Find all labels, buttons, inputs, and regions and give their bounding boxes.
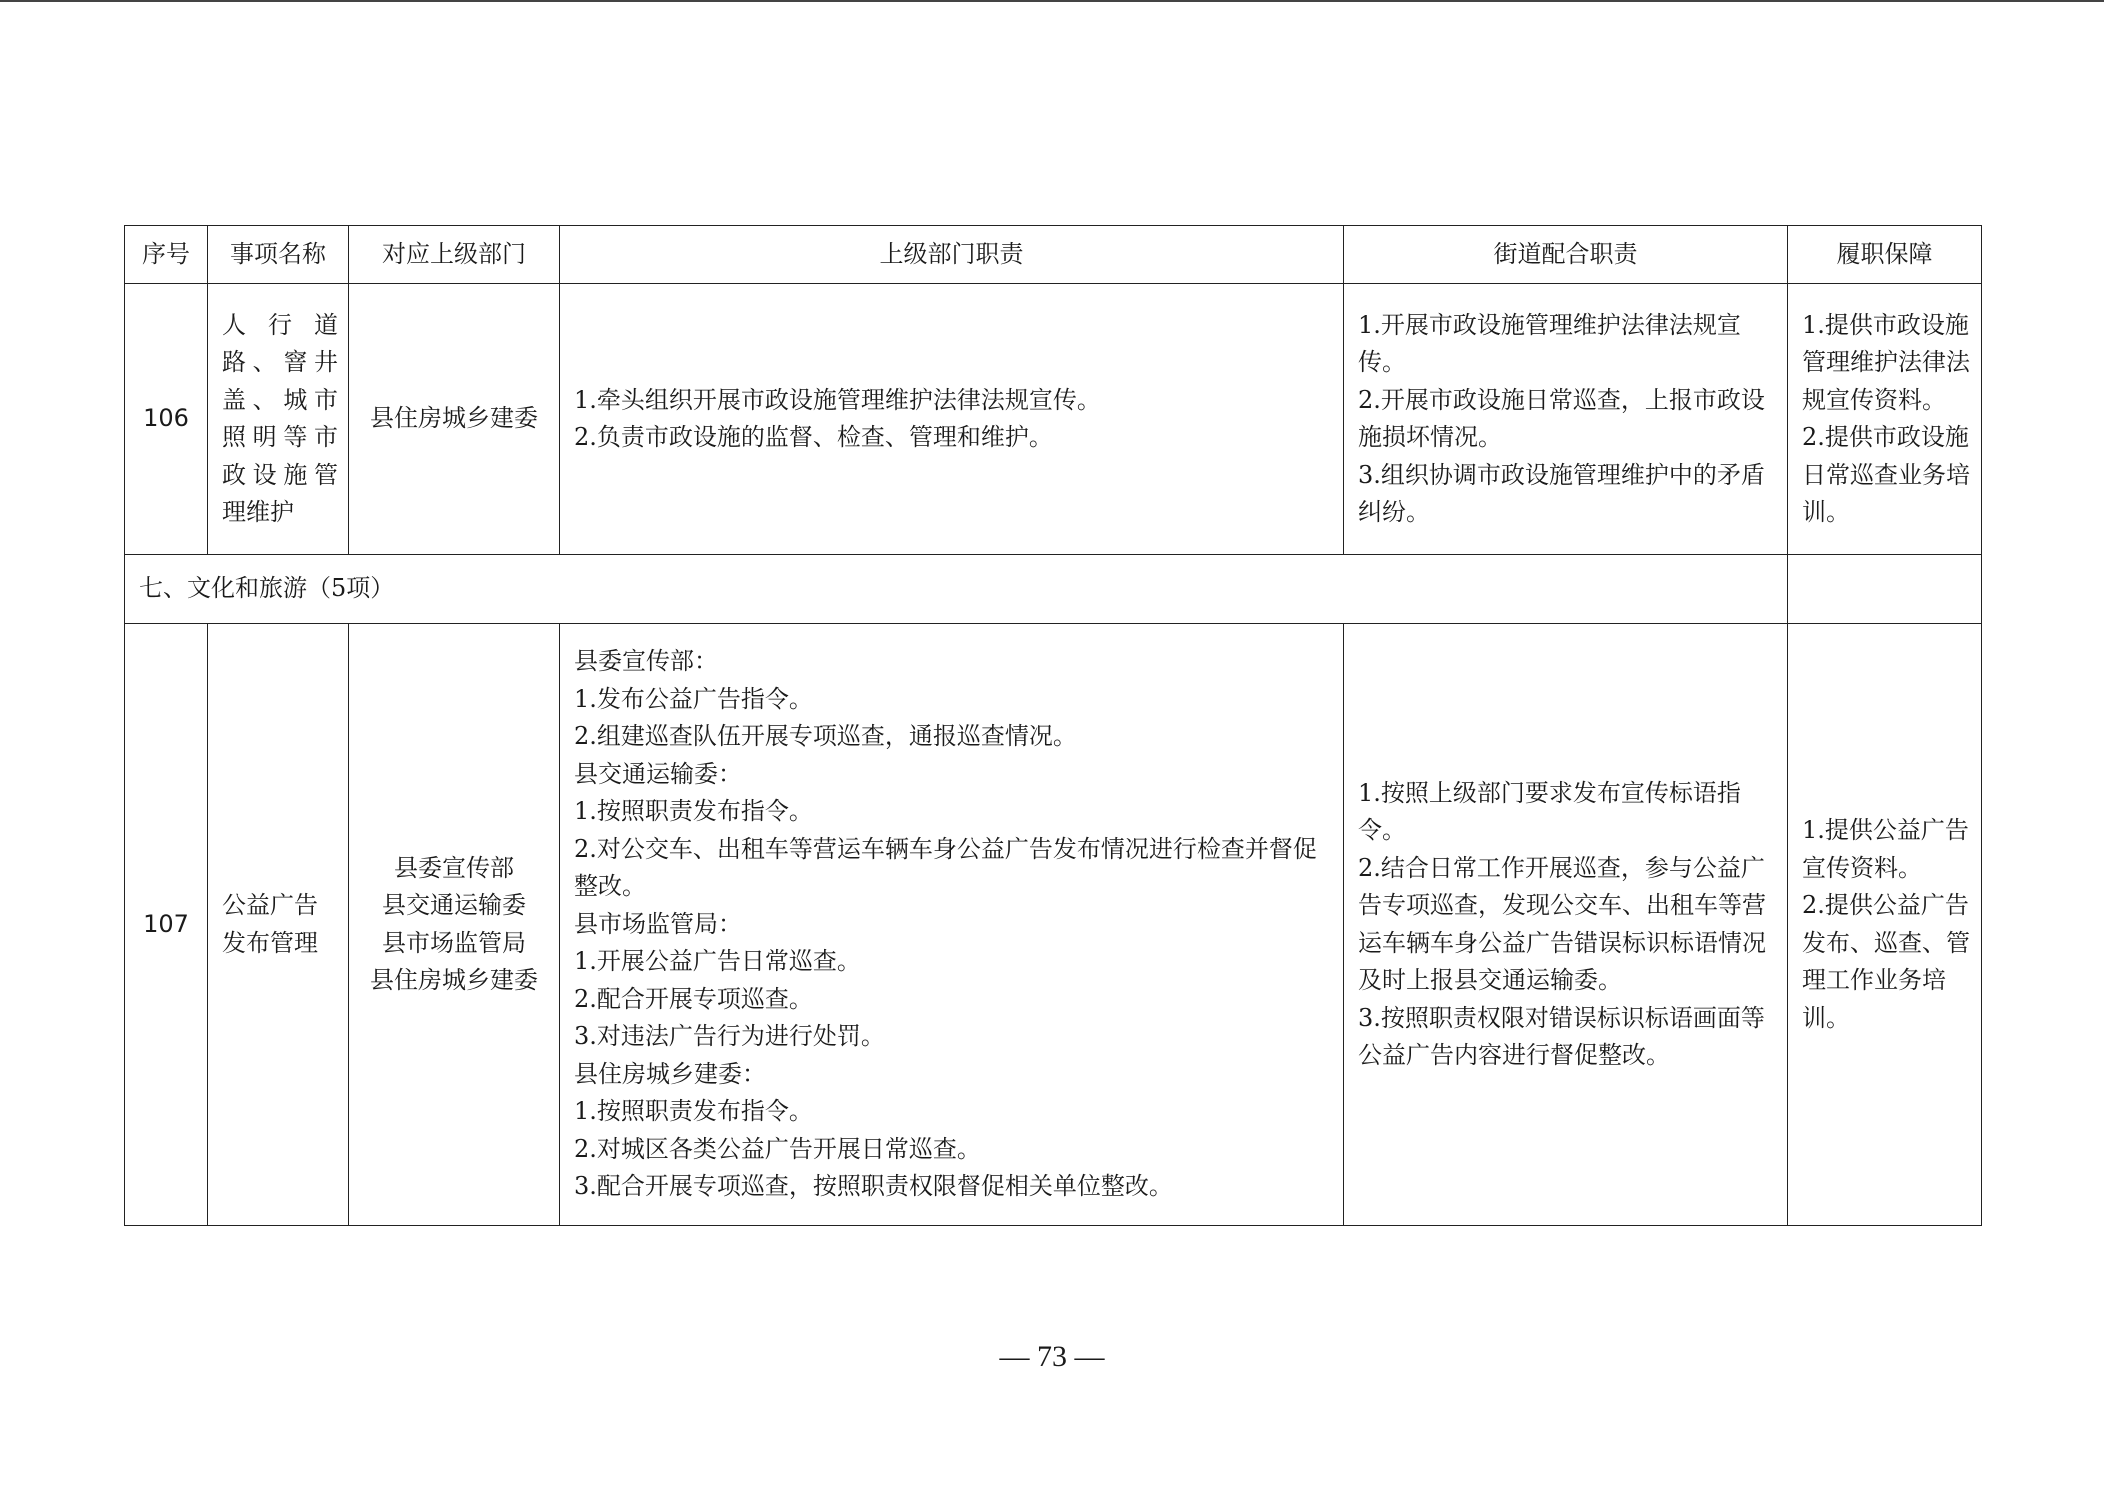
- row107-street-duty: [1344, 624, 1788, 1226]
- duty-line: 县市场监管局：: [574, 909, 742, 938]
- duty-line: 1.发布公益广告指令。: [574, 684, 813, 713]
- duty-line: 1.按照职责发布指令。: [574, 1097, 813, 1126]
- header-guarantee: 履职保障: [1788, 226, 1982, 284]
- row106-guarantee: [1788, 284, 1982, 555]
- top-border-line: [0, 0, 2104, 2]
- duty-line: 3.配合开展专项巡查，按照职责权限督促相关单位整改。: [574, 1172, 1173, 1201]
- header-row: [125, 226, 1982, 284]
- duty-line: 3.对违法广告行为进行处罚。: [574, 1022, 885, 1051]
- dept-line: 县交通运输委: [382, 891, 526, 919]
- row107-name-line: 发布管理: [222, 928, 318, 957]
- street-line: 1.按照上级部门要求发布宣传标语指令。: [1358, 778, 1741, 844]
- dept-line: 县市场监管局: [382, 928, 526, 957]
- duty-line: 2.对城区各类公益广告开展日常巡查。: [574, 1134, 981, 1163]
- responsibility-table: [124, 225, 1982, 1226]
- row106-name-line: 路、窨井: [222, 348, 338, 376]
- row106-superior-duty: [560, 284, 1344, 555]
- duty-line: 2.负责市政设施的监督、检查、管理和维护。: [574, 423, 1053, 451]
- duty-line: 1.开展公益广告日常巡查。: [574, 947, 861, 976]
- row107-item-name: [208, 624, 349, 1226]
- table-row-106: [125, 284, 1982, 555]
- row106-street-duty: [1344, 284, 1788, 555]
- duty-line: 2.配合开展专项巡查。: [574, 984, 813, 1013]
- street-line: 3.按照职责权限对错误标识标语画面等公益广告内容进行督促整改。: [1358, 1003, 1765, 1069]
- row106-seq: 106: [125, 284, 208, 555]
- duty-line: 2.组建巡查队伍开展专项巡查，通报巡查情况。: [574, 722, 1077, 751]
- row106-item-name: [208, 284, 349, 555]
- guarantee-line: 1.提供公益广告宣传资料。: [1802, 816, 1969, 882]
- row106-name-line: 盖、城市: [222, 385, 338, 414]
- street-line: 3.组织协调市政设施管理维护中的矛盾纠纷。: [1358, 460, 1765, 526]
- street-line: 1.开展市政设施管理维护法律法规宣传。: [1358, 310, 1741, 376]
- street-line: 2.结合日常工作开展巡查，参与公益广告专项巡查，发现公交车、出租车等营运车辆车身公益广告错误标识标语情况及时上报县交通运输委。: [1358, 853, 1766, 994]
- table-row-107: [125, 624, 1982, 1226]
- row106-name-line: 理维护: [222, 498, 294, 526]
- duty-line: 1.牵头组织开展市政设施管理维护法律法规宣传。: [574, 385, 1101, 414]
- row106-superior-dept: 县住房城乡建委: [349, 284, 560, 555]
- duty-line: 2.对公交车、出租车等营运车辆车身公益广告发布情况进行检查并督促整改。: [574, 834, 1317, 901]
- section-title: 七、文化和旅游（5项）: [125, 555, 1788, 624]
- row106-name-line: 照明等市: [222, 423, 338, 451]
- header-street-duty: 街道配合职责: [1344, 226, 1788, 284]
- dept-line: 县委宣传部: [394, 853, 514, 882]
- row107-seq: 107: [125, 624, 208, 1226]
- section-empty-cell: [1788, 555, 1982, 624]
- row107-superior-duty: [560, 624, 1344, 1226]
- guarantee-line: 2.提供市政设施日常巡查业务培训。: [1802, 423, 1970, 526]
- section-row: [125, 555, 1982, 624]
- row106-name-line: 政设施管: [222, 460, 338, 489]
- row107-name-line: 公益广告: [222, 891, 318, 919]
- page-number: — 73 —: [999, 1340, 1105, 1373]
- duty-line: 县住房城乡建委：: [574, 1059, 766, 1088]
- row107-superior-dept: [349, 624, 560, 1226]
- guarantee-line: 2.提供公益广告发布、巡查、管理工作业务培训。: [1802, 891, 1970, 1032]
- row107-guarantee: [1788, 624, 1982, 1226]
- header-seq: 序号: [125, 226, 208, 284]
- row106-name-line: 人 行 道: [222, 310, 338, 339]
- street-line: 2.开展市政设施日常巡查，上报市政设施损坏情况。: [1358, 385, 1765, 451]
- duty-line: 1.按照职责发布指令。: [574, 797, 813, 826]
- guarantee-line: 1.提供市政设施管理维护法律法规宣传资料。: [1802, 310, 1970, 414]
- header-superior-duty: 上级部门职责: [560, 226, 1344, 284]
- header-item-name: 事项名称: [208, 226, 349, 284]
- duty-line: 县委宣传部：: [574, 647, 718, 676]
- duty-line: 县交通运输委：: [574, 759, 742, 788]
- header-superior-dept: 对应上级部门: [349, 226, 560, 284]
- dept-line: 县住房城乡建委: [370, 966, 538, 994]
